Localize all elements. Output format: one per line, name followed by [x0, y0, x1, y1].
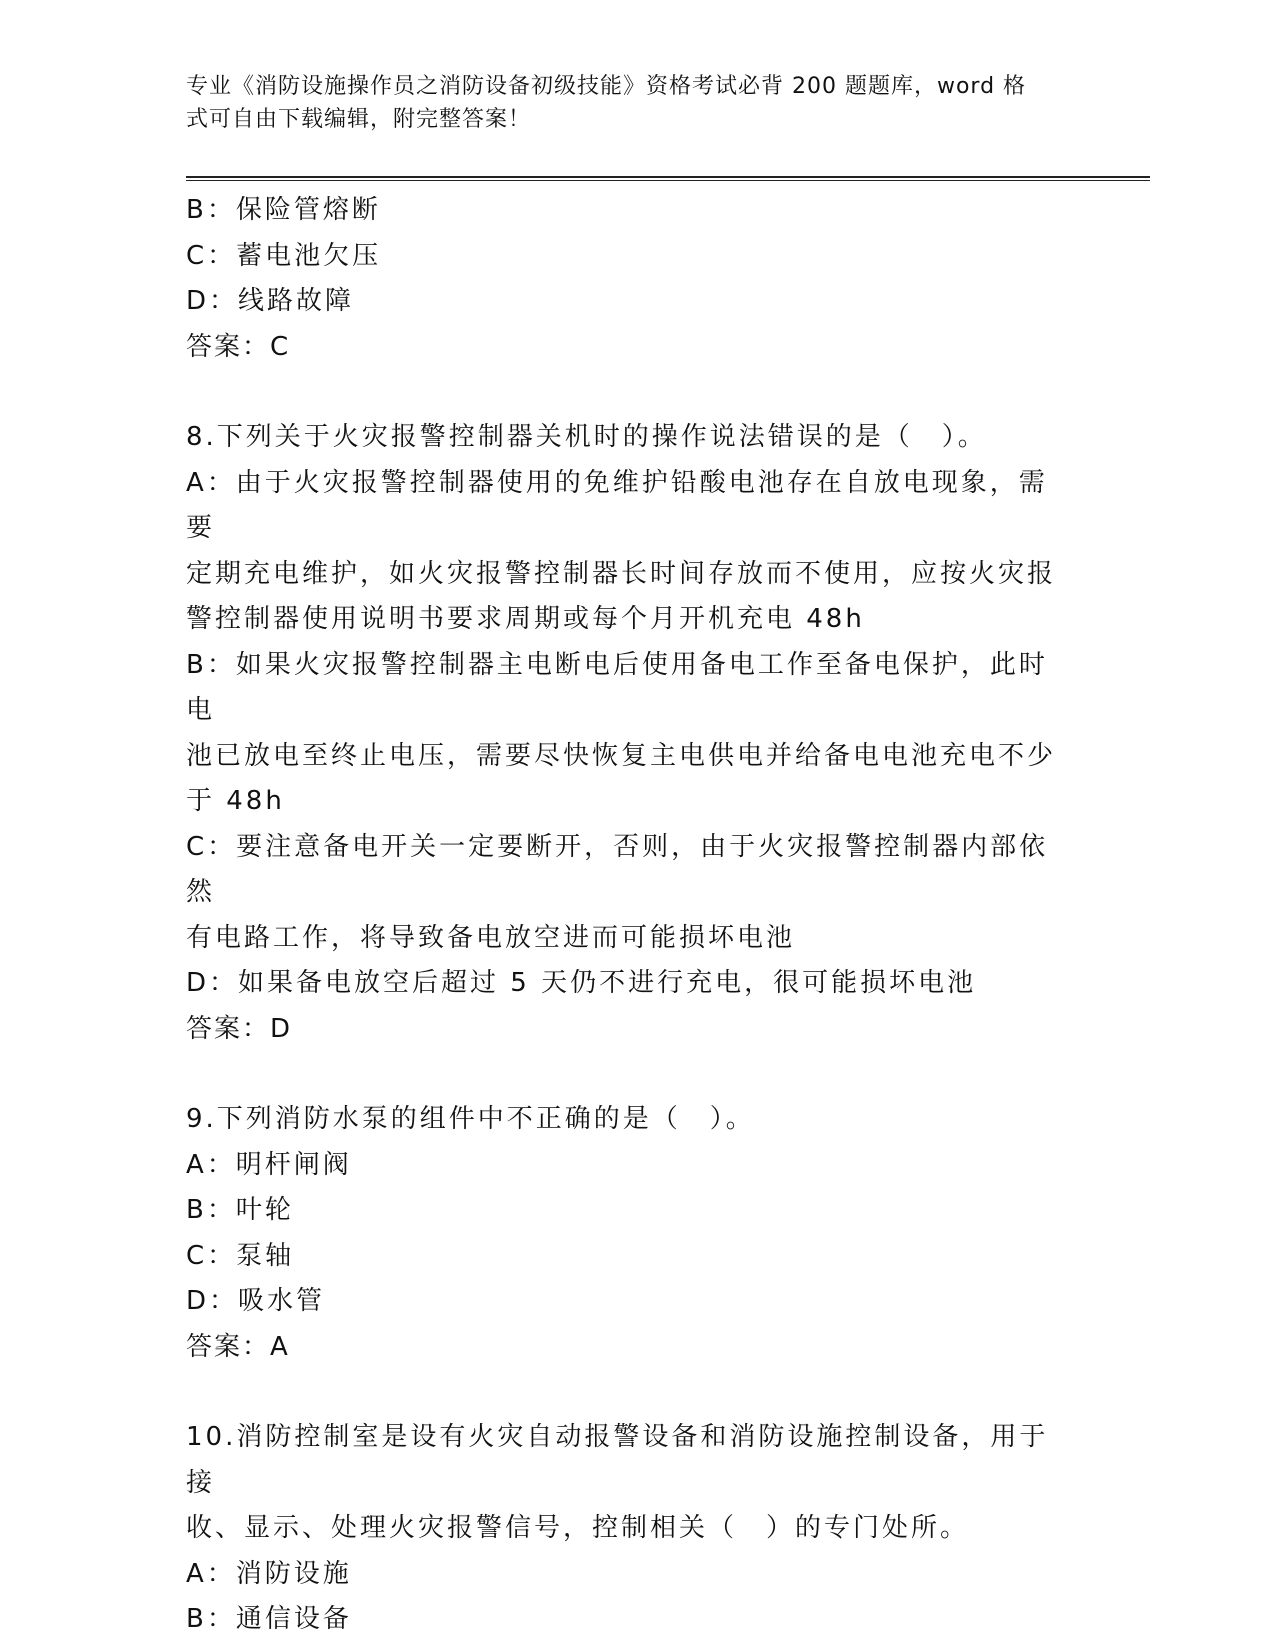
q8-stem: 8.下列关于火灾报警控制器关机时的操作说法错误的是（ ）。 — [186, 422, 987, 452]
q10-option-b: B：通信设备 — [186, 1604, 352, 1634]
q8-option-b-line-1: B：如果火灾报警控制器主电断电后使用备电工作至备电保护，此时电 — [186, 649, 1048, 725]
q9-answer: 答案：A — [186, 1331, 290, 1362]
header-divider — [186, 176, 1150, 182]
divider-thin-line — [186, 180, 1150, 181]
q8-option-d: D：如果备电放空后超过 5 天仍不进行充电，很可能损坏电池 — [186, 968, 977, 998]
prev-option-d: D：线路故障 — [186, 286, 355, 316]
q9-option-b: B：叶轮 — [186, 1195, 294, 1225]
prev-option-b: B：保险管熔断 — [186, 195, 381, 225]
q10-stem-line-2: 收、显示、处理火灾报警信号，控制相关（ ）的专门处所。 — [186, 1513, 970, 1543]
q8-answer: 答案：D — [186, 1013, 293, 1044]
prev-answer: 答案：C — [186, 331, 291, 362]
header-line-1: 专业《消防设施操作员之消防设备初级技能》资格考试必背 200 题题库，word 格 — [186, 74, 1027, 99]
question-content — [186, 188, 1076, 1643]
q8-option-b-line-3: 于 48h — [186, 786, 285, 816]
q10-option-a: A：消防设施 — [186, 1558, 352, 1589]
q9-option-a: A：明杆闸阀 — [186, 1149, 352, 1180]
q8-option-c-line-2: 有电路工作，将导致备电放空进而可能损坏电池 — [186, 922, 796, 953]
q8-option-c-line-1: C：要注意备电开关一定要断开，否则，由于火灾报警控制器内部依然 — [186, 831, 1049, 907]
q8-option-b-line-2: 池已放电至终止电压，需要尽快恢复主电供电并给备电电池充电不少 — [186, 740, 1057, 771]
q9-option-d: D：吸水管 — [186, 1286, 326, 1316]
q8-option-a-line-2: 定期充电维护，如火灾报警控制器长时间存放而不使用，应按火灾报 — [186, 558, 1057, 589]
spacer — [186, 1370, 1076, 1415]
q9-stem: 9.下列消防水泵的组件中不正确的是（ ）。 — [186, 1104, 755, 1134]
header-line-2: 式可自由下载编辑，附完整答案！ — [186, 107, 532, 132]
q9-option-c: C：泵轴 — [186, 1240, 295, 1271]
page-header — [186, 70, 1086, 136]
spacer — [186, 1052, 1076, 1097]
divider-thick-line — [186, 176, 1150, 178]
q8-option-a-line-3: 警控制器使用说明书要求周期或每个月开机充电 48h — [186, 604, 865, 634]
spacer — [186, 370, 1076, 415]
q8-option-a-line-1: A：由于火灾报警控制器使用的免维护铅酸电池存在自放电现象，需要 — [186, 467, 1048, 543]
prev-option-c: C：蓄电池欠压 — [186, 240, 382, 271]
q10-stem-line-1: 10.消防控制室是设有火灾自动报警设备和消防设施控制设备，用于接 — [186, 1422, 1049, 1498]
